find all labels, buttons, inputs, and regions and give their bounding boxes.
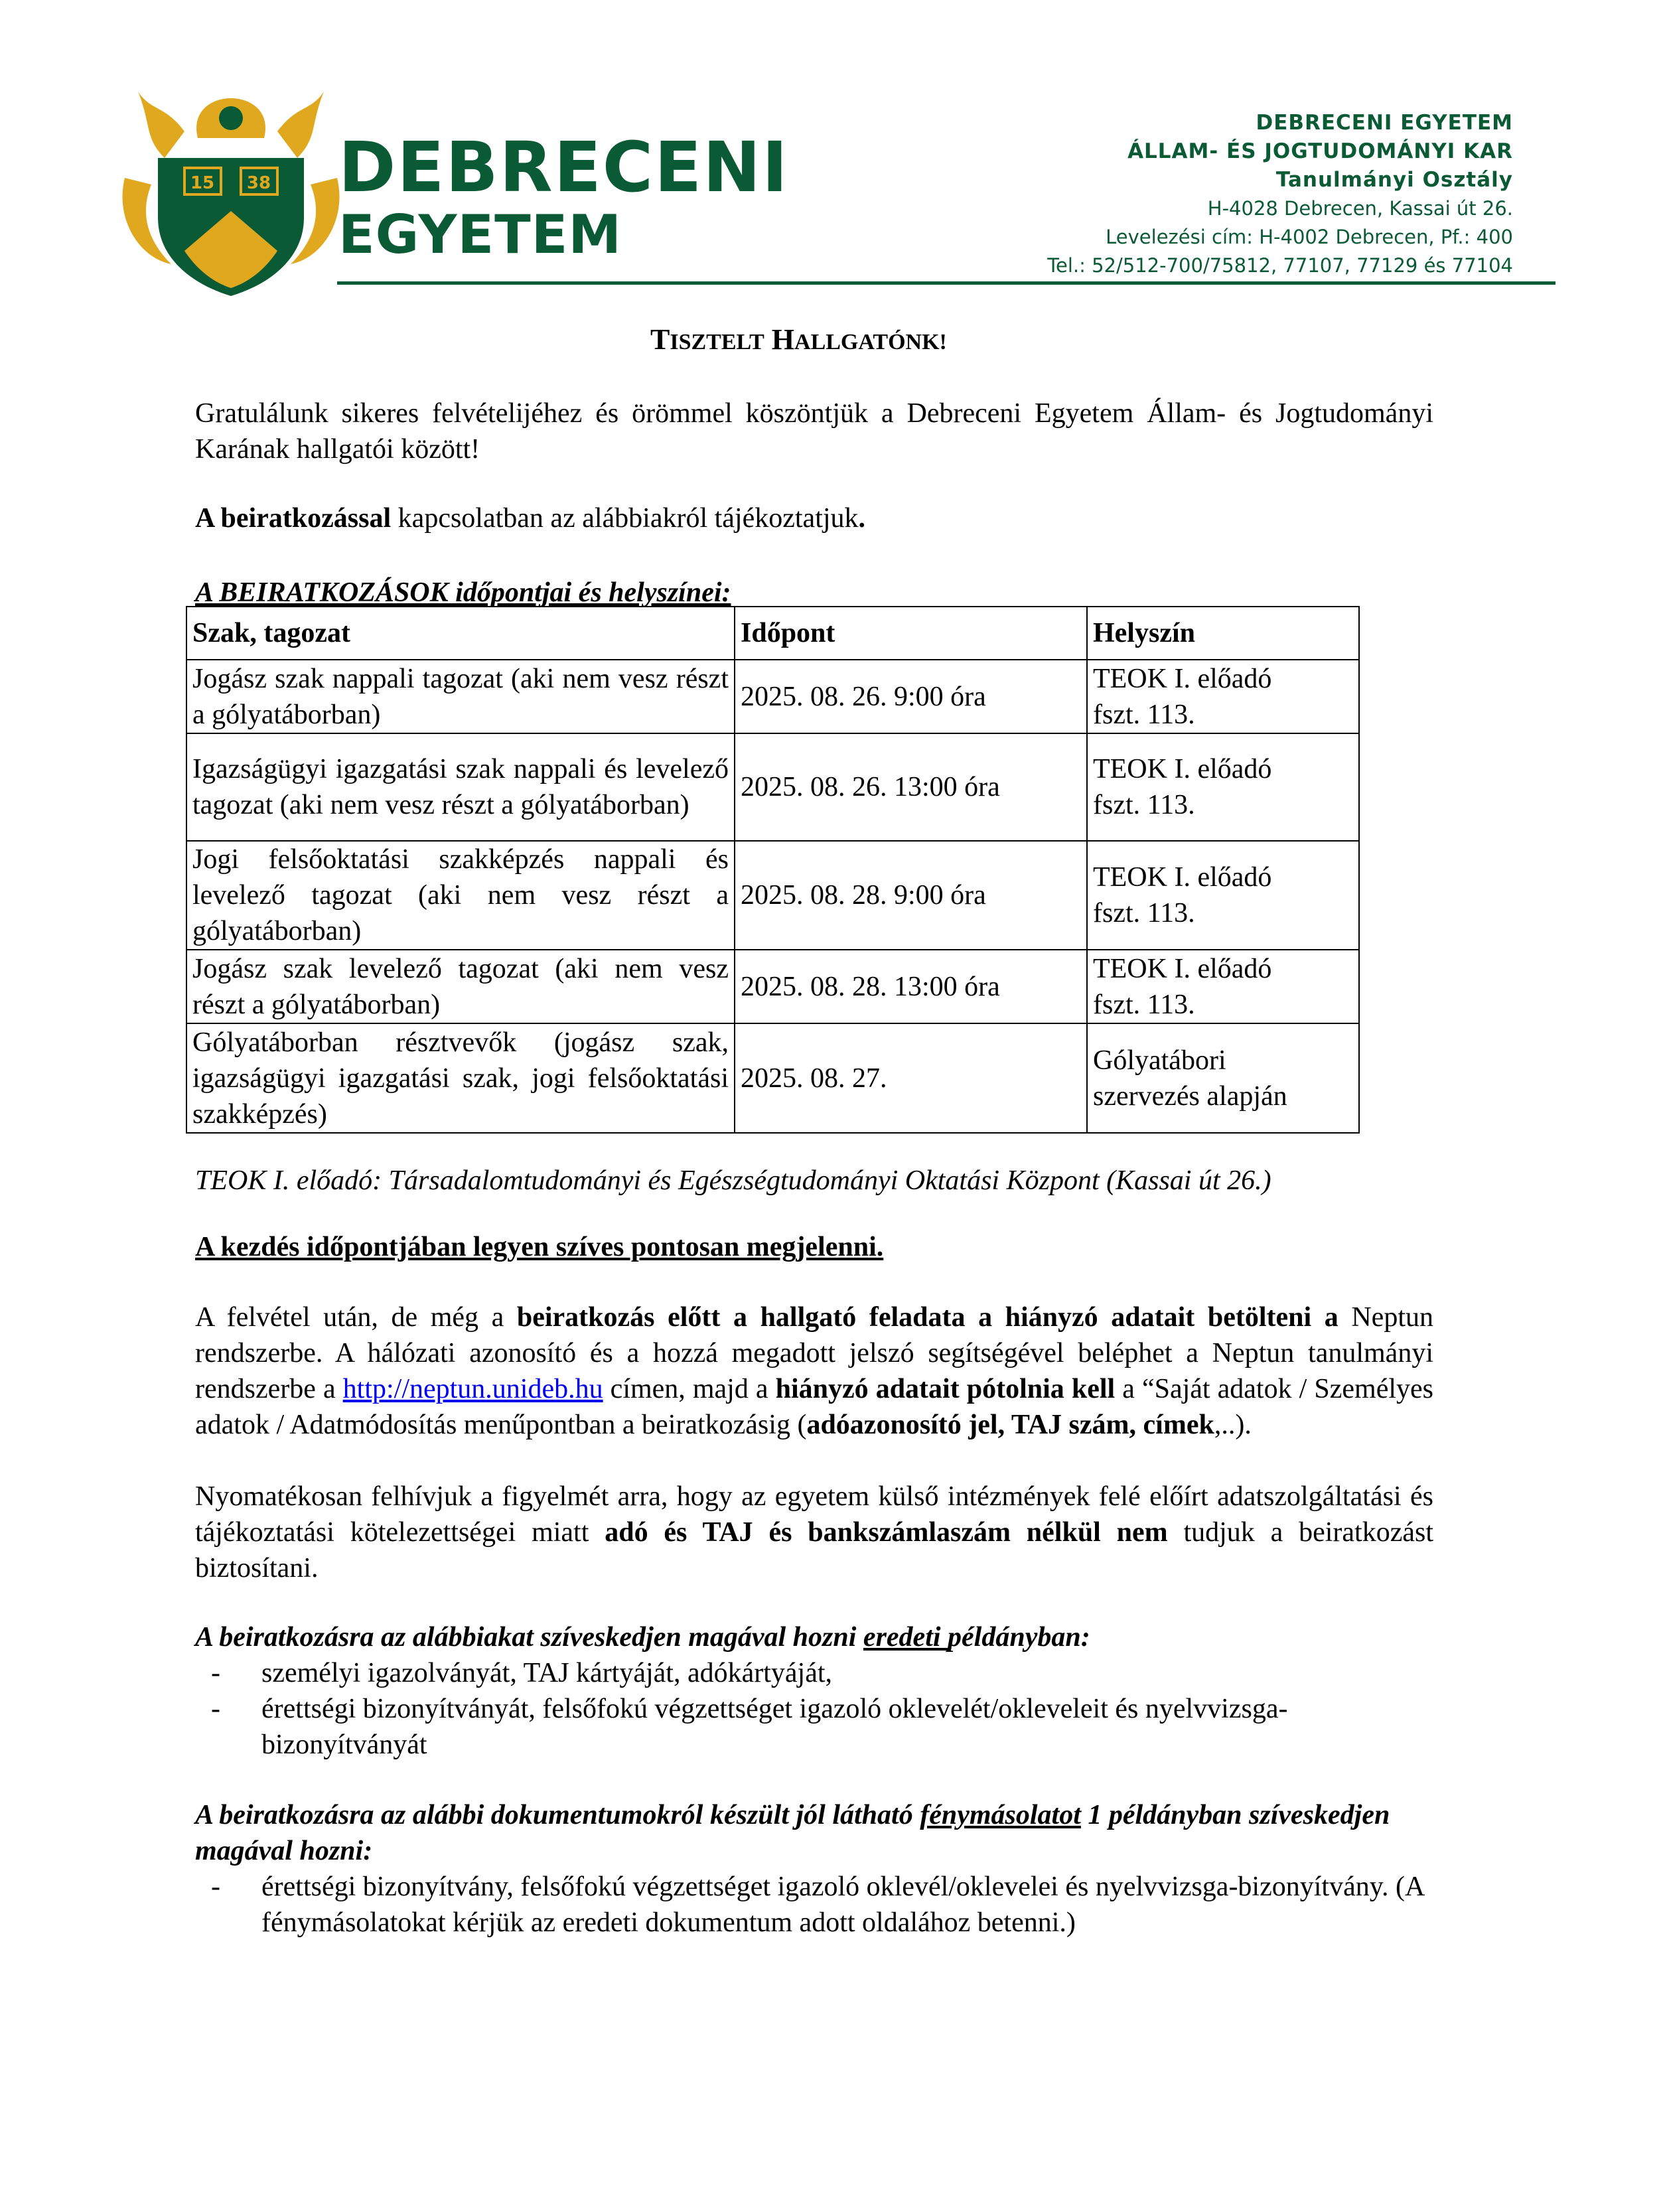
neptun-paragraph [195, 1299, 1433, 1443]
program-cell: Igazságügyi igazgatási szak nappali és levelező tagozat (aki nem vesz részt a gólyatáborban) [186, 733, 735, 841]
table-header-row [186, 607, 1359, 660]
salutation-initial-2: H [771, 323, 795, 356]
enrolment-bold: A beiratkozással [195, 503, 392, 534]
enrolment-schedule-table [186, 606, 1360, 1134]
originals-title-text: A beiratkozásra az alábbiakat szíveskedjen magával hozni [195, 1622, 863, 1653]
time-cell: 2025. 08. 28. 13:00 óra [735, 950, 1087, 1023]
place-line-2: fszt. 113. [1093, 790, 1195, 820]
punctuality-notice: A kezdés időpontjában legyen szíves pontosan megjelenni. [195, 1232, 884, 1262]
neptun-bold-2: hiányzó adatait pótolnia kell [775, 1374, 1116, 1404]
faculty-name: ÁLLAM- ÉS JOGTUDOMÁNYI KAR [1127, 139, 1513, 163]
copies-title [195, 1797, 1433, 1869]
letterhead-address [1047, 109, 1513, 280]
place-cell [1087, 733, 1359, 841]
street-address: H-4028 Debrecen, Kassai út 26. [1207, 197, 1513, 220]
place-cell [1087, 841, 1359, 950]
phone-numbers: Tel.: 52/512-700/75812, 77107, 77129 és 77104 [1047, 254, 1513, 277]
header-time: Időpont [735, 607, 1087, 660]
time-cell: 2025. 08. 27. [735, 1023, 1087, 1133]
table-row [186, 733, 1359, 841]
neptun-text-4: a “Saját adatok / Személyes adatok / Adatmódosítás menűpontban a beiratkozásig ( [195, 1374, 1433, 1440]
university-logo [111, 85, 350, 297]
place-line-1: TEOK I. előadó [1093, 862, 1272, 893]
neptun-text-5: ,..). [1214, 1410, 1252, 1440]
program-cell: Gólyatáborban résztvevők (jogász szak, igazságügyi igazgatási szak, jogi felsőoktatási szakképzés) [186, 1023, 735, 1133]
mail-address: Levelezési cím: H-4002 Debrecen, Pf.: 400 [1106, 226, 1513, 248]
place-line-1: TEOK I. előadó [1093, 754, 1272, 784]
time-cell: 2025. 08. 26. 9:00 óra [735, 660, 1087, 733]
enrolment-rest: kapcsolatban az alábbiakról tájékoztatjuk [391, 503, 859, 534]
copies-title-underlined: fénymásolatot [920, 1800, 1081, 1830]
place-line-1: TEOK I. előadó [1093, 953, 1272, 984]
table-row [186, 950, 1359, 1023]
originals-title-underlined: eredeti [863, 1622, 948, 1653]
office-name: Tanulmányi Osztály [1275, 168, 1513, 192]
table-row [186, 660, 1359, 733]
originals-list [195, 1655, 1433, 1763]
place-line-1: TEOK I. előadó [1093, 663, 1272, 694]
program-cell: Jogász szak levelező tagozat (aki nem vesz részt a gólyatáborban) [186, 950, 735, 1023]
salutation-word-1: ISZTELT [670, 330, 764, 354]
place-cell [1087, 950, 1359, 1023]
emphasis-bold: adó és TAJ és bankszámlaszám nélkül nem [605, 1517, 1168, 1548]
program-cell: Jogi felsőoktatási szakképzés nappali és levelező tagozat (aki nem vesz részt a gólyatáborban) [186, 841, 735, 950]
crest-icon [111, 85, 350, 297]
salutation-initial-1: T [650, 323, 670, 356]
svg-text:38: 38 [246, 173, 271, 193]
neptun-bold-1: beiratkozás előtt a hallgató feladata a hiányzó adatait betölteni a [516, 1302, 1338, 1333]
intro-paragraph: Gratulálunk sikeres felvételijéhez és örömmel köszöntjük a Debreceni Egyetem Állam- és Jogtudományi Karának hallgatói között! [195, 398, 1433, 465]
neptun-link[interactable]: http://neptun.unideb.hu [342, 1374, 603, 1404]
schedule-title: A BEIRATKOZÁSOK időpontjai és helyszínei: [195, 577, 731, 608]
header-divider [337, 281, 1555, 285]
emphasis-text-2: tudjuk a beiratkozást biztosítani. [195, 1517, 1433, 1584]
place-cell [1087, 660, 1359, 733]
salutation-word-2: ALLGATÓNK! [794, 330, 947, 354]
time-cell: 2025. 08. 26. 13:00 óra [735, 733, 1087, 841]
copies-title-text: A beiratkozásra az alábbi dokumentumokról készült jól látható [195, 1800, 920, 1830]
originals-title [195, 1619, 1433, 1655]
enrolment-end: . [858, 503, 866, 534]
header-place: Helyszín [1087, 607, 1359, 660]
place-line-2: szervezés alapján [1093, 1080, 1287, 1112]
logo-text-line-2: EGYETEM [338, 204, 622, 265]
enrolment-info-line [195, 500, 1433, 536]
emphasis-text-1: Nyomatékosan felhívjuk a figyelmét arra, hogy az egyetem külső intézmények felé előírt adatszolgáltatási és tájékoztatási kötelezettségei miatt [195, 1481, 1433, 1548]
salutation [650, 323, 947, 356]
place-line-2: fszt. 113. [1093, 898, 1195, 928]
list-item: - érettségi bizonyítványát, felsőfokú végzettséget igazoló oklevelét/okleveleit és nyelvvizsga-bizonyítványát [195, 1691, 1433, 1763]
originals-title-end: példányban: [948, 1622, 1090, 1653]
logo-text-line-1: DEBRECENI [338, 127, 789, 208]
time-cell: 2025. 08. 28. 9:00 óra [735, 841, 1087, 950]
place-line-2: fszt. 113. [1093, 989, 1195, 1020]
institution-name: DEBRECENI EGYETEM [1256, 111, 1513, 135]
neptun-text-2: Neptun rendszerbe. A hálózati azonosító és a hozzá megadott jelszó segítségével beléphet a Neptun tanulmányi rendszerbe a [195, 1302, 1433, 1404]
copies-title-end: 1 példányban szíveskedjen magával hozni: [195, 1800, 1390, 1866]
neptun-bold-3: adóazonosító jel, TAJ szám, címek [806, 1410, 1214, 1440]
program-cell: Jogász szak nappali tagozat (aki nem vesz részt a gólyatáborban) [186, 660, 735, 733]
list-item: - érettségi bizonyítvány, felsőfokú végzettséget igazoló oklevél/oklevelei és nyelvvizsga-bizonyítvány. (A fénymásolatokat kérjük az eredeti dokumentum adott oldalához betenni.) [195, 1869, 1433, 1941]
place-cell [1087, 1023, 1359, 1133]
place-line-2: fszt. 113. [1093, 699, 1195, 730]
table-row [186, 841, 1359, 950]
place-line-1: Gólyatábori [1093, 1045, 1226, 1076]
list-item: - személyi igazolványát, TAJ kártyáját, adókártyáját, [195, 1655, 1433, 1691]
header-program: Szak, tagozat [186, 607, 735, 660]
neptun-text-1: A felvétel után, de még a [195, 1302, 517, 1333]
copies-list [195, 1869, 1433, 1941]
logo-wordmark [338, 127, 789, 265]
neptun-text-3: címen, majd a [603, 1374, 776, 1404]
table-row [186, 1023, 1359, 1133]
svg-text:15: 15 [190, 173, 215, 193]
teok-footnote: TEOK I. előadó: Társadalomtudományi és Egészségtudományi Oktatási Központ (Kassai út 26.) [195, 1165, 1271, 1196]
emphasis-paragraph [195, 1479, 1433, 1586]
